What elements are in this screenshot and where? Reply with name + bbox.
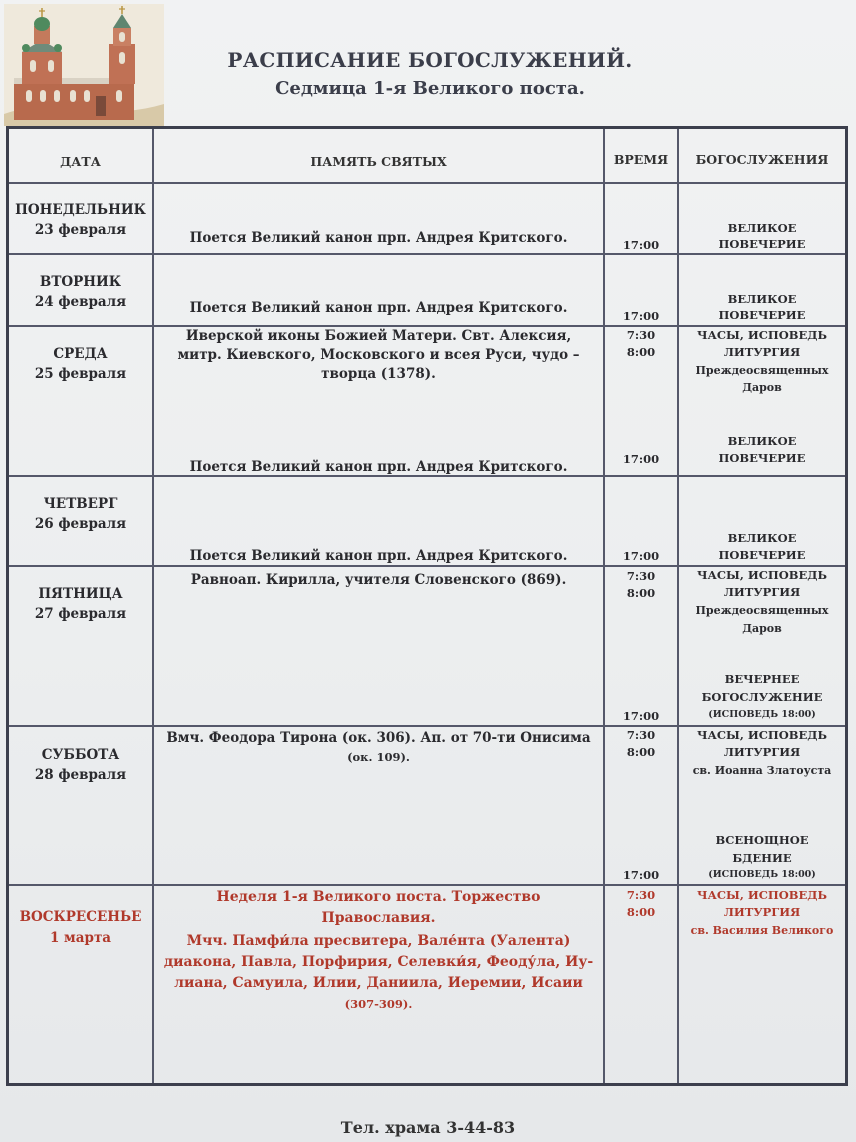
service-name: ЛИТУРГИЯ — [723, 345, 801, 359]
day-name: ВОСКРЕСЕНЬЕ — [19, 909, 142, 925]
grid-line — [9, 253, 845, 255]
col-header-services: БОГОСЛУЖЕНИЯ — [695, 152, 829, 167]
service-name: св. Иоанна Златоуста — [692, 764, 832, 777]
canon-note: Поется Великий канон прп. Андрея Критского. — [189, 548, 568, 564]
grid-line — [9, 884, 845, 886]
day-name: ПОНЕДЕЛЬНИК — [15, 202, 146, 218]
service-name: ПОВЕЧЕРИЕ — [718, 308, 806, 322]
service-time: 7:30 — [626, 728, 656, 742]
day-name: СУББОТА — [41, 747, 120, 763]
service-time: 8:00 — [626, 345, 656, 359]
service-time: 17:00 — [622, 868, 660, 882]
service-name: ЧАСЫ, ИСПОВЕДЬ — [697, 728, 827, 742]
col-header-time: ВРЕМЯ — [613, 152, 669, 167]
service-name: ЧАСЫ, ИСПОВЕДЬ — [697, 888, 827, 902]
grid-line — [603, 129, 605, 1083]
service-time: 8:00 — [626, 745, 656, 759]
service-time: 17:00 — [622, 549, 660, 563]
service-name: Даров — [742, 381, 782, 394]
service-name: ЛИТУРГИЯ — [723, 905, 801, 919]
canon-note: Поется Великий канон прп. Андрея Критского. — [189, 230, 568, 246]
saint-line: диакона, Павла, Порфирия, Селевки́я, Феоду́ла, Иу- — [163, 954, 594, 970]
confession-note: (ИСПОВЕДЬ 18:00) — [708, 869, 816, 880]
service-name: ПОВЕЧЕРИЕ — [718, 548, 806, 562]
service-time: 8:00 — [626, 586, 656, 600]
service-name: ВСЕНОЩНОЕ — [715, 833, 809, 847]
page-title: РАСПИСАНИЕ БОГОСЛУЖЕНИЙ. — [227, 48, 633, 72]
day-date: 24 февраля — [34, 294, 127, 310]
day-date: 23 февраля — [34, 222, 127, 238]
service-name: ЛИТУРГИЯ — [723, 745, 801, 759]
day-date: 1 марта — [49, 930, 112, 946]
service-name: ЧАСЫ, ИСПОВЕДЬ — [697, 328, 827, 342]
service-name: ПОВЕЧЕРИЕ — [718, 451, 806, 465]
day-name: ВТОРНИК — [39, 274, 122, 290]
service-time: 7:30 — [626, 569, 656, 583]
service-name: ВЕЧЕРНЕЕ — [724, 672, 800, 686]
service-name: ВЕЛИКОЕ — [727, 221, 797, 235]
saint-line: Вмч. Феодора Тирона (ок. 306). Ап. от 70-ти Онисима — [166, 730, 591, 746]
col-header-date: ДАТА — [60, 154, 101, 169]
service-name: ВЕЛИКОЕ — [727, 434, 797, 448]
service-name: БОГОСЛУЖЕНИЕ — [701, 690, 823, 704]
service-name: Преждеосвященных — [695, 364, 829, 377]
service-name: ВЕЛИКОЕ — [727, 531, 797, 545]
service-time: 17:00 — [622, 452, 660, 466]
service-name: ЧАСЫ, ИСПОВЕДЬ — [697, 568, 827, 582]
service-name: ВЕЛИКОЕ — [727, 292, 797, 306]
service-name: Преждеосвященных — [695, 604, 829, 617]
service-name: БДЕНИЕ — [732, 851, 792, 865]
page-subtitle: Седмица 1-я Великого поста. — [275, 78, 585, 99]
service-time: 7:30 — [626, 888, 656, 902]
service-time: 8:00 — [626, 905, 656, 919]
day-date: 25 февраля — [34, 366, 127, 382]
canon-note: Поется Великий канон прп. Андрея Критского. — [189, 459, 568, 475]
schedule-table — [6, 126, 848, 1086]
service-time: 17:00 — [622, 238, 660, 252]
day-date: 27 февраля — [34, 606, 127, 622]
service-name: ПОВЕЧЕРИЕ — [718, 237, 806, 251]
saint-line: лиана, Самуила, Илии, Даниила, Иеремии, Исаии — [174, 975, 583, 991]
church-phone: Тел. храма 3-44-83 — [340, 1118, 516, 1137]
saint-line: Иверской иконы Божией Матери. Свт. Алексия, — [185, 328, 572, 344]
confession-note: (ИСПОВЕДЬ 18:00) — [708, 709, 816, 720]
day-name: СРЕДА — [53, 346, 108, 362]
day-name: ЧЕТВЕРГ — [43, 496, 118, 512]
service-name: св. Василия Великого — [690, 924, 834, 937]
saint-line: Мчч. Памфи́ла пресвитера, Вале́нта (Уалента) — [186, 933, 571, 949]
service-name: ЛИТУРГИЯ — [723, 585, 801, 599]
grid-line — [9, 182, 845, 184]
day-date: 28 февраля — [34, 767, 127, 783]
saint-line: Равноап. Кирилла, учителя Словенского (869). — [190, 572, 567, 588]
canon-note: Поется Великий канон прп. Андрея Критского. — [189, 300, 568, 316]
saint-line: митр. Киевского, Московского и всея Руси, чудо – — [177, 347, 580, 363]
day-date: 26 февраля — [34, 516, 127, 532]
saint-line: творца (1378). — [321, 366, 436, 382]
day-name: ПЯТНИЦА — [38, 586, 123, 602]
col-header-saints: ПАМЯТЬ СВЯТЫХ — [310, 154, 447, 169]
church-illustration — [4, 4, 164, 126]
saint-line: (307-309). — [344, 997, 413, 1011]
saint-line: Неделя 1-я Великого поста. Торжество — [216, 889, 541, 905]
service-name: Даров — [742, 622, 782, 635]
service-time: 7:30 — [626, 328, 656, 342]
saint-line: Православия. — [321, 910, 436, 926]
service-time: 17:00 — [622, 309, 660, 323]
saint-line: (ок. 109). — [347, 750, 410, 764]
service-time: 17:00 — [622, 709, 660, 723]
